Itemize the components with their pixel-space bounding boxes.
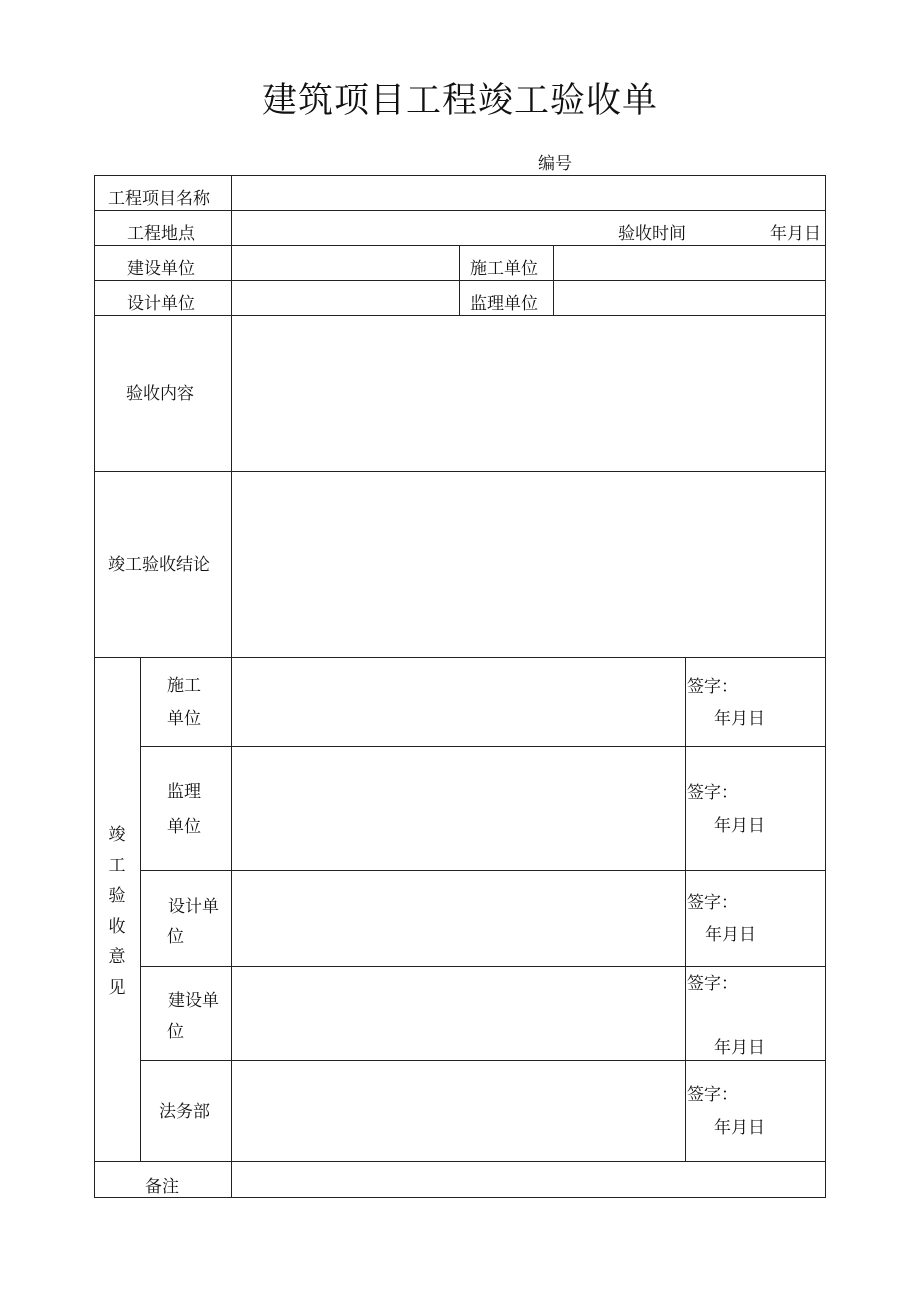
acceptance-time-label: 验收时间 <box>618 224 686 244</box>
grid-line <box>94 1161 826 1162</box>
grid-line <box>94 471 826 472</box>
grid-line <box>140 966 826 967</box>
signature-date: 年月日 <box>705 925 756 945</box>
opinion-title-char: 工 <box>108 855 126 876</box>
grid-line <box>553 245 554 315</box>
opinion-title-char: 验 <box>108 886 126 906</box>
opinion-row-label-line2: 位 <box>167 927 184 947</box>
signature-date: 年月日 <box>714 1118 765 1138</box>
opinion-row-label-line1: 建设单 <box>168 991 219 1011</box>
grid-line <box>94 245 826 246</box>
signature-label: 签字： <box>687 1085 738 1105</box>
grid-line <box>140 1060 826 1061</box>
grid-line <box>94 175 826 176</box>
project-name-label: 工程项目名称 <box>108 189 210 209</box>
opinion-title-char: 见 <box>108 977 126 998</box>
signature-date: 年月日 <box>714 1038 765 1058</box>
opinion-title-char: 收 <box>108 916 126 937</box>
grid-line <box>94 175 95 1198</box>
grid-line <box>94 315 826 316</box>
acceptance-conclusion-label: 竣工验收结论 <box>108 555 210 575</box>
opinion-row-label-line1: 设计单 <box>168 897 219 917</box>
signature-label: 签字： <box>687 974 738 994</box>
contractor-label: 施工单位 <box>470 259 538 279</box>
grid-line <box>825 175 826 1198</box>
signature-date: 年月日 <box>714 709 765 729</box>
acceptance-content-label: 验收内容 <box>126 384 194 404</box>
opinion-title-char: 竣 <box>108 825 126 845</box>
opinion-row-label-line2: 单位 <box>167 817 201 837</box>
opinion-row-label-line2: 位 <box>167 1022 184 1042</box>
grid-line <box>140 870 826 871</box>
opinion-title-char: 意 <box>108 947 126 967</box>
opinion-row-label-line1: 法务部 <box>159 1102 210 1122</box>
grid-line <box>94 280 826 281</box>
grid-line <box>231 175 232 1198</box>
signature-label: 签字： <box>687 893 738 913</box>
signature-date: 年月日 <box>714 816 765 836</box>
grid-line <box>140 657 141 1161</box>
grid-line <box>140 746 826 747</box>
page-title: 建筑项目工程竣工验收单 <box>261 81 658 121</box>
remarks-label: 备注 <box>145 1177 179 1197</box>
grid-line <box>94 1197 826 1198</box>
designer-label: 设计单位 <box>127 294 195 314</box>
signature-label: 签字： <box>687 783 738 803</box>
opinion-row-label-line2: 单位 <box>167 709 201 729</box>
opinion-row-label-line1: 施工 <box>167 676 201 696</box>
acceptance-date: 年月日 <box>770 224 821 244</box>
supervisor-label: 监理单位 <box>470 294 538 314</box>
signature-label: 签字： <box>687 677 738 697</box>
grid-line <box>459 245 460 315</box>
construction-owner-label: 建设单位 <box>127 259 195 279</box>
opinion-row-label-line1: 监理 <box>167 782 201 802</box>
grid-line <box>94 657 826 658</box>
opinion-section-title <box>105 820 129 1003</box>
grid-line <box>685 657 686 1161</box>
project-location-label: 工程地点 <box>127 224 195 244</box>
serial-number-label: 编号 <box>538 154 572 174</box>
